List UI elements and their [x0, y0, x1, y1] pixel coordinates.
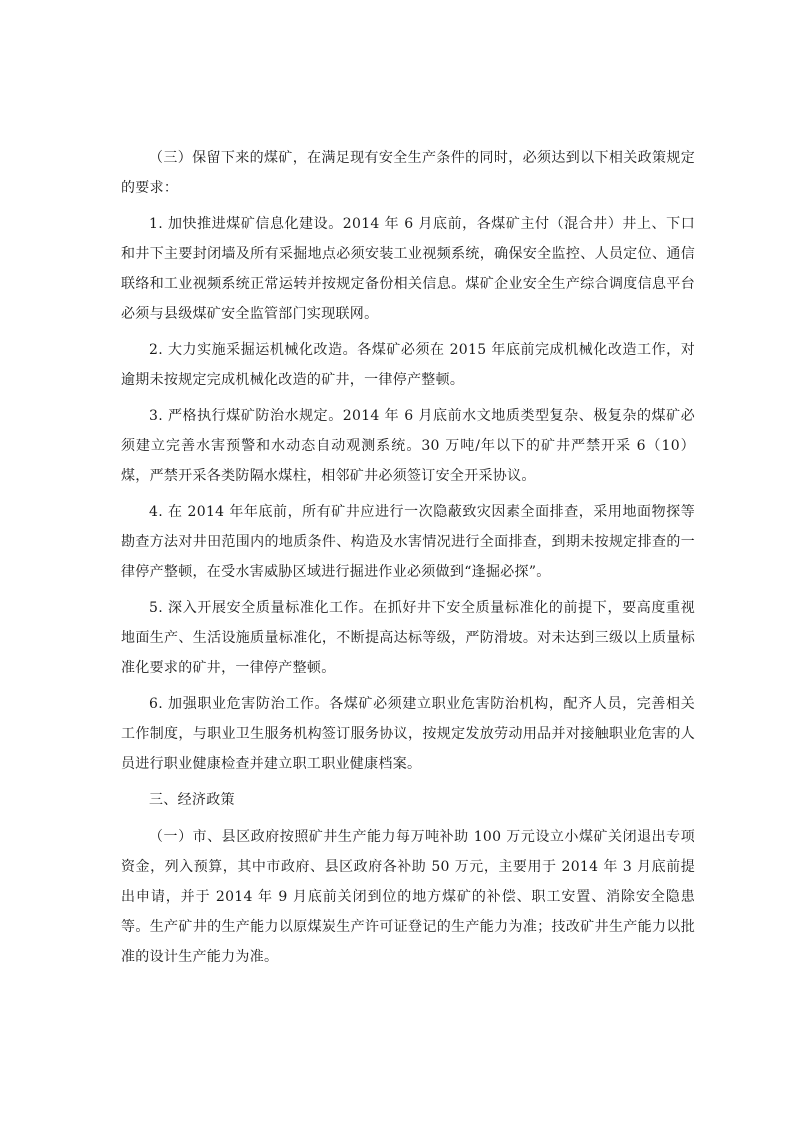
paragraph-item-4-hazard-survey: 4. 在 2014 年年底前，所有矿井应进行一次隐蔽致灾因素全面排查，采用地面物探等勘查方法对井田范围内的地质条件、构造及水害情况进行全面排查，到期未按规定排查的一律停产整顿，在受水害威胁区域进行掘进作业必须做到“逢掘必探”。 [121, 504, 695, 580]
paragraph-economic-policy-1: （一）市、县区政府按照矿井生产能力每万吨补助 100 万元设立小煤矿关闭退出专项资金，列入预算，其中市政府、县区政府各补助 50 万元，主要用于 2014 年 3 月底前提出申请，并于 2014 年 9 月底前关闭到位的地方煤矿的补偿、职工安置、消除安全隐患等。生产矿井的生产能力以原煤炭生产许可证登记的生产能力为准；技改矿井生产能力以批准的设计生产能力为准。 [121, 829, 695, 965]
paragraph-item-2-mechanization: 2. 大力实施采掘运机械化改造。各煤矿必须在 2015 年底前完成机械化改造工作，对逾期未按规定完成机械化改造的矿井，一律停产整顿。 [121, 342, 695, 388]
document-body [121, 143, 695, 978]
paragraph-section-3-intro: （三）保留下来的煤矿，在满足现有安全生产条件的同时，必须达到以下相关政策规定的要求： [121, 150, 695, 196]
paragraph-item-5-quality-standard: 5. 深入开展安全质量标准化工作。在抓好井下安全质量标准化的前提下，要高度重视地面生产、生活设施质量标准化，不断提高达标等级，严防滑坡。对未达到三级以上质量标准化要求的矿井，一律停产整顿。 [121, 600, 695, 676]
section-heading-economic-policy: 三、经济政策 [149, 792, 235, 808]
paragraph-item-3-water-control: 3. 严格执行煤矿防治水规定。2014 年 6 月底前水文地质类型复杂、极复杂的煤矿必须建立完善水害预警和水动态自动观测系统。30 万吨/年以下的矿井严禁开采 6（10）煤，严禁开采各类防隔水煤柱，相邻矿井必须签订安全开采协议。 [121, 408, 695, 484]
paragraph-item-6-occupational-health: 6. 加强职业危害防治工作。各煤矿必须建立职业危害防治机构，配齐人员，完善相关工作制度，与职业卫生服务机构签订服务协议，按规定发放劳动用品并对接触职业危害的人员进行职业健康检查并建立职工职业健康档案。 [121, 696, 695, 772]
paragraph-item-1-informatization: 1. 加快推进煤矿信息化建设。2014 年 6 月底前，各煤矿主付（混合井）井上、下口和井下主要封闭墙及所有采掘地点必须安装工业视频系统，确保安全监控、人员定位、通信联络和工业视频系统正常运转并按规定备份相关信息。煤矿企业安全生产综合调度信息平台必须与县级煤矿安全监管部门实现联网。 [121, 216, 695, 322]
